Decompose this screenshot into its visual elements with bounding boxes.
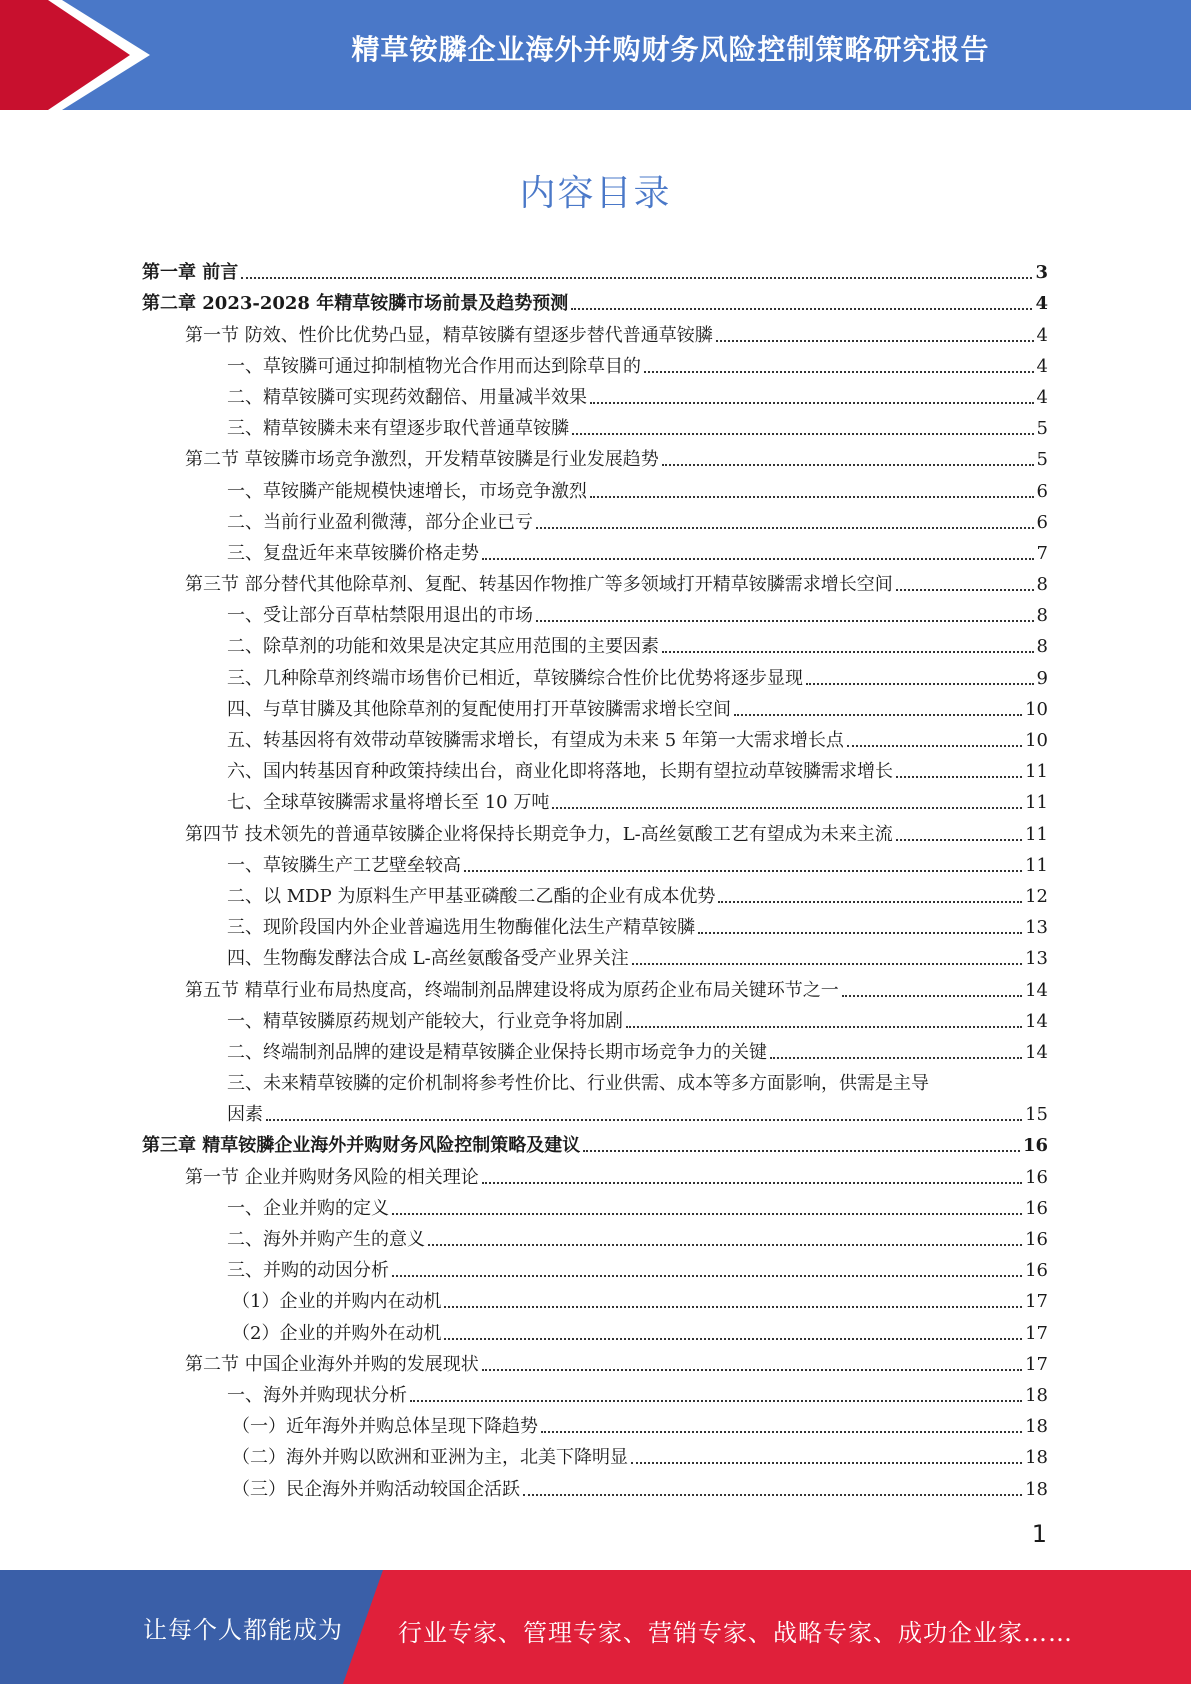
toc-entry-title: 三、复盘近年来草铵膦价格走势 [227,542,479,564]
toc-leader-dots [392,1213,1022,1215]
toc-entry-title: 第一节 防效、性价比优势凸显，精草铵膦有望逐步替代普通草铵膦 [185,324,713,346]
toc-entry-page: 4 [1035,293,1048,315]
toc-entry-page: 11 [1025,761,1048,783]
toc-entry[interactable] [142,1221,1048,1252]
toc-entry[interactable] [142,379,1048,410]
toc-entry[interactable] [142,659,1048,690]
report-title: 精草铵膦企业海外并购财务风险控制策略研究报告 [351,33,990,66]
toc-entry-title: 一、草铵膦可通过抑制植物光合作用而达到除草目的 [227,355,641,377]
toc-entry[interactable] [142,909,1048,940]
toc-entry[interactable] [142,1470,1048,1501]
toc-leader-dots [590,402,1034,404]
toc-entry-page: 6 [1036,480,1048,502]
toc-entry[interactable] [142,254,1048,285]
toc-leader-dots [536,620,1034,622]
toc-entry-title: （一）近年海外并购总体呈现下降趋势 [232,1416,538,1438]
toc-entry-page: 13 [1025,917,1048,939]
toc-entry[interactable] [142,441,1048,472]
toc-entry[interactable] [142,504,1048,535]
toc-leader-dots [444,1306,1022,1308]
toc-entry[interactable] [142,1346,1048,1377]
toc-entry-title: 一、草铵膦产能规模快速增长，市场竞争激烈 [227,480,587,502]
toc-leader-dots [896,589,1034,591]
toc-entry-page: 4 [1036,355,1048,377]
toc-leader-dots [770,1057,1022,1059]
toc-entry[interactable] [142,722,1048,753]
toc-entry-title: 因素 [227,1104,263,1126]
toc-entry-title: 四、生物酶发酵法合成 L-高丝氨酸备受产业界关注 [227,948,629,970]
toc-entry-page: 16 [1022,1135,1048,1157]
toc-entry[interactable] [142,566,1048,597]
toc-leader-dots [842,995,1022,997]
toc-entry-page: 3 [1035,262,1048,284]
toc-entry-page: 17 [1025,1353,1048,1375]
toc-entry[interactable] [142,1314,1048,1345]
toc-entry-title: 二、当前行业盈利微薄，部分企业已亏 [227,511,533,533]
toc-entry-page: 16 [1025,1166,1048,1188]
toc-entry[interactable] [142,971,1048,1002]
toc-entry[interactable] [142,410,1048,441]
toc-leader-dots [631,1462,1022,1464]
toc-entry-title: 第四节 技术领先的普通草铵膦企业将保持长期竞争力，L-高丝氨酸工艺有望成为未来主流 [185,823,893,845]
toc-entry[interactable] [142,1377,1048,1408]
toc-leader-dots [662,651,1034,653]
toc-entry-title: 六、国内转基因育种政策持续出台，商业化即将落地，长期有望拉动草铵膦需求增长 [227,761,893,783]
toc-leader-dots [590,496,1034,498]
toc-entry-page: 10 [1025,698,1048,720]
toc-leader-dots [410,1400,1022,1402]
toc-leader-dots [523,1494,1022,1496]
toc-entry-title: 第三节 部分替代其他除草剂、复配、转基因作物推广等多领域打开精草铵膦需求增长空间 [185,574,893,596]
toc-entry-title: 三、精草铵膦未来有望逐步取代普通草铵膦 [227,418,569,440]
toc-entry-title: 第二章 2023-2028 年精草铵膦市场前景及趋势预测 [142,293,569,315]
toc-entry[interactable] [142,1190,1048,1221]
toc-entry[interactable] [142,316,1048,347]
toc-leader-dots [482,1182,1022,1184]
toc-entry-page: 4 [1036,324,1048,346]
toc-entry-title: 二、精草铵膦可实现药效翻倍、用量减半效果 [227,386,587,408]
toc-entry-page: 11 [1025,854,1048,876]
toc-entry-title: 第二节 草铵膦市场竞争激烈，开发精草铵膦是行业发展趋势 [185,449,659,471]
toc-entry-title: 第二节 中国企业海外并购的发展现状 [185,1353,479,1375]
toc-entry-page: 14 [1025,1010,1048,1032]
toc-entry-title: 三、并购的动因分析 [227,1260,389,1282]
toc-entry-page: 8 [1036,605,1048,627]
toc-leader-dots [482,558,1034,560]
toc-entry-page: 16 [1025,1229,1048,1250]
toc-entry-title: （二）海外并购以欧洲和亚洲为主，北美下降明显 [232,1447,628,1469]
toc-entry-page: 16 [1025,1197,1048,1219]
toc-entry-title: （三）民企海外并购活动较国企活跃 [232,1478,520,1500]
toc-entry-page: 17 [1025,1322,1048,1344]
toc-entry[interactable] [142,1408,1048,1439]
toc-entry[interactable] [142,1252,1048,1283]
toc-leader-dots [536,527,1034,529]
toc-entry[interactable] [142,597,1048,628]
toc-entry[interactable] [142,1065,1048,1096]
toc-entry-page: 14 [1025,979,1048,1001]
toc-entry-page: 14 [1025,1041,1048,1063]
toc-entry[interactable] [142,1096,1048,1127]
toc-entry-title: （1）企业的并购内在动机 [232,1291,442,1313]
toc-entry-page: 6 [1036,511,1048,533]
toc-entry[interactable] [142,1158,1048,1189]
toc-entry-title: 三、未来精草铵膦的定价机制将参考性价比、行业供需、成本等多方面影响，供需是主导 [227,1073,929,1095]
toc-leader-dots [698,932,1022,934]
toc-leader-dots [428,1244,1022,1246]
toc-leader-dots [734,714,1022,716]
toc-leader-dots [662,464,1034,466]
toc-leader-dots [806,683,1034,685]
toc-entry-title: 一、草铵膦生产工艺壁垒较高 [227,854,461,876]
toc-entry-page: 15 [1025,1104,1048,1126]
toc-entry[interactable] [142,878,1048,909]
toc-entry[interactable] [142,1003,1048,1034]
toc-entry-page: 18 [1025,1478,1048,1500]
toc-leader-dots [571,308,1032,310]
toc-entry-title: 二、终端制剂品牌的建设是精草铵膦企业保持长期市场竞争力的关键 [227,1041,767,1063]
toc-entry[interactable] [142,940,1048,971]
toc-leader-dots [482,1369,1022,1371]
toc-entry-page: 9 [1036,667,1048,689]
toc-entry-page: 5 [1036,418,1048,440]
footer-slogan-left: 让每个人都能成为 [143,1616,343,1644]
toc-entry-page: 5 [1036,449,1048,471]
toc-leader-dots [392,1275,1022,1277]
toc-entry[interactable] [142,1439,1048,1470]
toc-leader-dots [718,901,1022,903]
toc-entry-title: 一、精草铵膦原药规划产能较大，行业竞争将加剧 [227,1010,623,1032]
toc-leader-dots [896,776,1022,778]
toc-leader-dots [541,1431,1022,1433]
toc-heading: 内容目录 [519,173,672,214]
toc-entry[interactable] [142,1034,1048,1065]
toc-entry-title: 一、海外并购现状分析 [227,1384,407,1406]
toc-entry-page: 8 [1036,636,1048,658]
toc-entry-title: 二、以 MDP 为原料生产甲基亚磷酸二乙酯的企业有成本优势 [227,885,716,907]
toc-entry-page: 12 [1025,885,1048,907]
toc-entry-title: 第一章 前言 [142,262,239,284]
toc-entry-title: （2）企业的并购外在动机 [232,1322,442,1344]
toc-entry-title: 第一节 企业并购财务风险的相关理论 [185,1166,479,1188]
table-of-contents [142,254,1048,1502]
toc-leader-dots [644,371,1034,373]
toc-entry[interactable] [142,691,1048,722]
toc-leader-dots [716,340,1034,342]
toc-entry-page: 10 [1025,730,1048,751]
toc-leader-dots [632,963,1022,965]
toc-leader-dots [583,1150,1020,1152]
toc-entry[interactable] [142,535,1048,566]
toc-entry-title: 三、现阶段国内外企业普遍选用生物酶催化法生产精草铵膦 [227,917,695,939]
toc-entry-page: 7 [1036,542,1048,564]
toc-entry-page: 16 [1025,1260,1048,1282]
header-banner [0,0,1191,110]
toc-entry-title: 七、全球草铵膦需求量将增长至 10 万吨 [227,792,550,814]
toc-entry-title: 第三章 精草铵膦企业海外并购财务风险控制策略及建议 [142,1135,581,1157]
toc-entry[interactable] [142,348,1048,379]
toc-entry-title: 一、企业并购的定义 [227,1197,389,1219]
toc-entry-page: 18 [1025,1447,1048,1469]
toc-entry-page: 8 [1036,574,1048,596]
toc-entry-page: 18 [1025,1384,1048,1406]
toc-entry[interactable] [142,753,1048,784]
toc-entry-page: 18 [1025,1416,1048,1438]
toc-entry[interactable] [142,784,1048,815]
toc-leader-dots [896,839,1022,841]
toc-entry-title: 第五节 精草行业布局热度高，终端制剂品牌建设将成为原药企业布局关键环节之一 [185,979,839,1001]
toc-entry-page: 11 [1025,823,1048,845]
toc-leader-dots [626,1026,1022,1028]
page-number: 1 [1031,1520,1047,1548]
toc-entry-page: 13 [1025,948,1048,970]
toc-leader-dots [572,433,1034,435]
toc-entry-title: 四、与草甘膦及其他除草剂的复配使用打开草铵膦需求增长空间 [227,698,731,720]
toc-entry[interactable] [142,285,1048,316]
toc-leader-dots [241,277,1032,279]
toc-entry-title: 一、受让部分百草枯禁限用退出的市场 [227,605,533,627]
toc-entry-title: 二、海外并购产生的意义 [227,1229,425,1250]
toc-leader-dots [266,1119,1022,1121]
toc-entry[interactable] [142,472,1048,503]
footer-slogan-right: 行业专家、管理专家、营销专家、战略专家、成功企业家…… [398,1619,1073,1647]
toc-entry-title: 五、转基因将有效带动草铵膦需求增长，有望成为未来 5 年第一大需求增长点 [227,730,844,751]
toc-entry-page: 11 [1025,792,1048,814]
toc-entry[interactable] [142,815,1048,846]
toc-leader-dots [464,870,1022,872]
toc-entry[interactable] [142,628,1048,659]
toc-entry-title: 二、除草剂的功能和效果是决定其应用范围的主要因素 [227,636,659,658]
toc-entry-page: 4 [1036,386,1048,408]
toc-entry-title: 三、几种除草剂终端市场售价已相近，草铵膦综合性价比优势将逐步显现 [227,667,803,689]
toc-leader-dots [847,745,1022,747]
toc-leader-dots [444,1338,1022,1340]
toc-entry-page: 17 [1025,1291,1048,1313]
toc-entry[interactable] [142,1283,1048,1314]
toc-leader-dots [552,807,1022,809]
toc-entry[interactable] [142,847,1048,878]
toc-entry[interactable] [142,1127,1048,1158]
